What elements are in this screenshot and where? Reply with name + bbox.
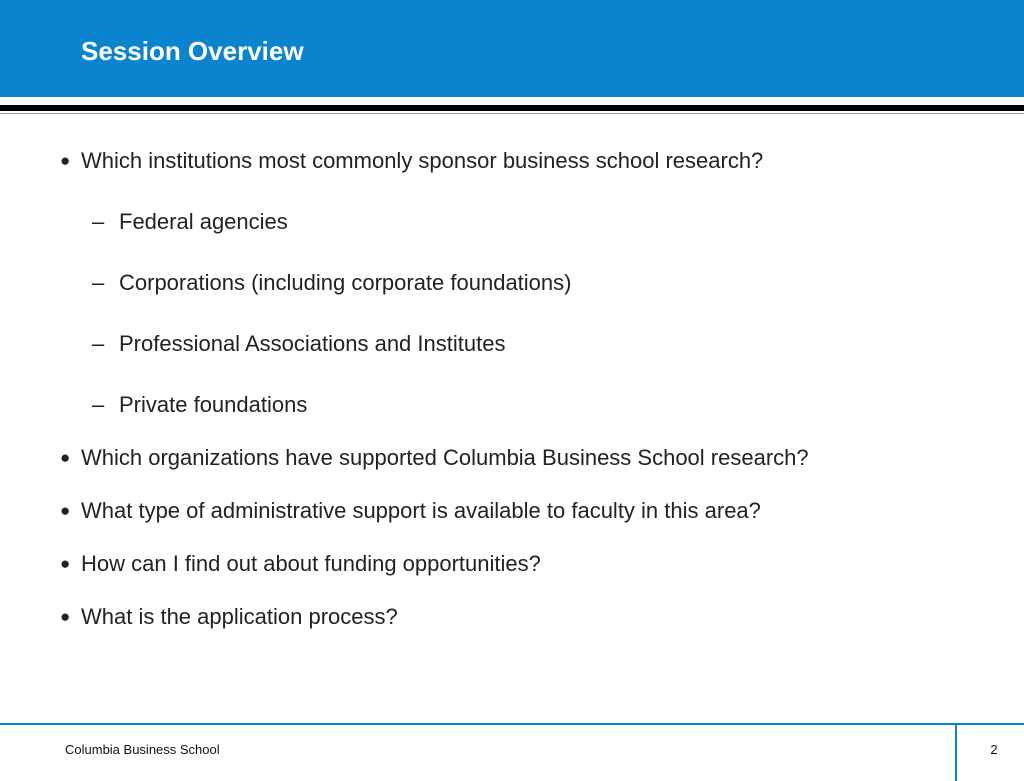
bullet-text: Private foundations: [119, 392, 308, 417]
title-bar: [0, 0, 1024, 97]
dash-icon: –: [92, 392, 105, 417]
footer-divider: [955, 725, 957, 781]
bullet-text: What type of administrative support is available to faculty in this area?: [81, 498, 761, 523]
bullet-text: Corporations (including corporate foundations): [119, 270, 572, 295]
bullet-item-funding-opportunities: [60, 551, 541, 577]
bullet-dot-icon: ●: [60, 448, 71, 467]
bullet-text: What is the application process?: [81, 604, 398, 629]
dash-icon: –: [92, 209, 105, 234]
bullet-item-supporting-organizations: [60, 445, 809, 471]
bullet-text: Which institutions most commonly sponsor business school research?: [81, 148, 764, 173]
bullet-item-sponsors: [60, 148, 764, 174]
title-underline-thin: [0, 113, 1024, 114]
sub-bullet-professional-associations: [92, 331, 506, 357]
dash-icon: –: [92, 270, 105, 295]
title-underline-thick: [0, 105, 1024, 111]
footer-rule: [0, 723, 1024, 725]
bullet-dot-icon: ●: [60, 607, 71, 626]
page-number: 2: [990, 742, 998, 757]
bullet-dot-icon: ●: [60, 151, 71, 170]
bullet-text: Which organizations have supported Columbia Business School research?: [81, 445, 809, 470]
bullet-item-application-process: [60, 604, 398, 630]
sub-bullet-corporations: [92, 270, 572, 296]
bullet-text: How can I find out about funding opportunities?: [81, 551, 541, 576]
bullet-item-administrative-support: [60, 498, 761, 524]
bullet-dot-icon: ●: [60, 554, 71, 573]
sub-bullet-private-foundations: [92, 392, 308, 418]
bullet-text: Professional Associations and Institutes: [119, 331, 506, 356]
sub-bullet-federal-agencies: [92, 209, 288, 235]
slide-title: Session Overview: [81, 36, 304, 66]
dash-icon: –: [92, 331, 105, 356]
bullet-text: Federal agencies: [119, 209, 288, 234]
bullet-dot-icon: ●: [60, 501, 71, 520]
footer-organization: Columbia Business School: [65, 742, 220, 757]
